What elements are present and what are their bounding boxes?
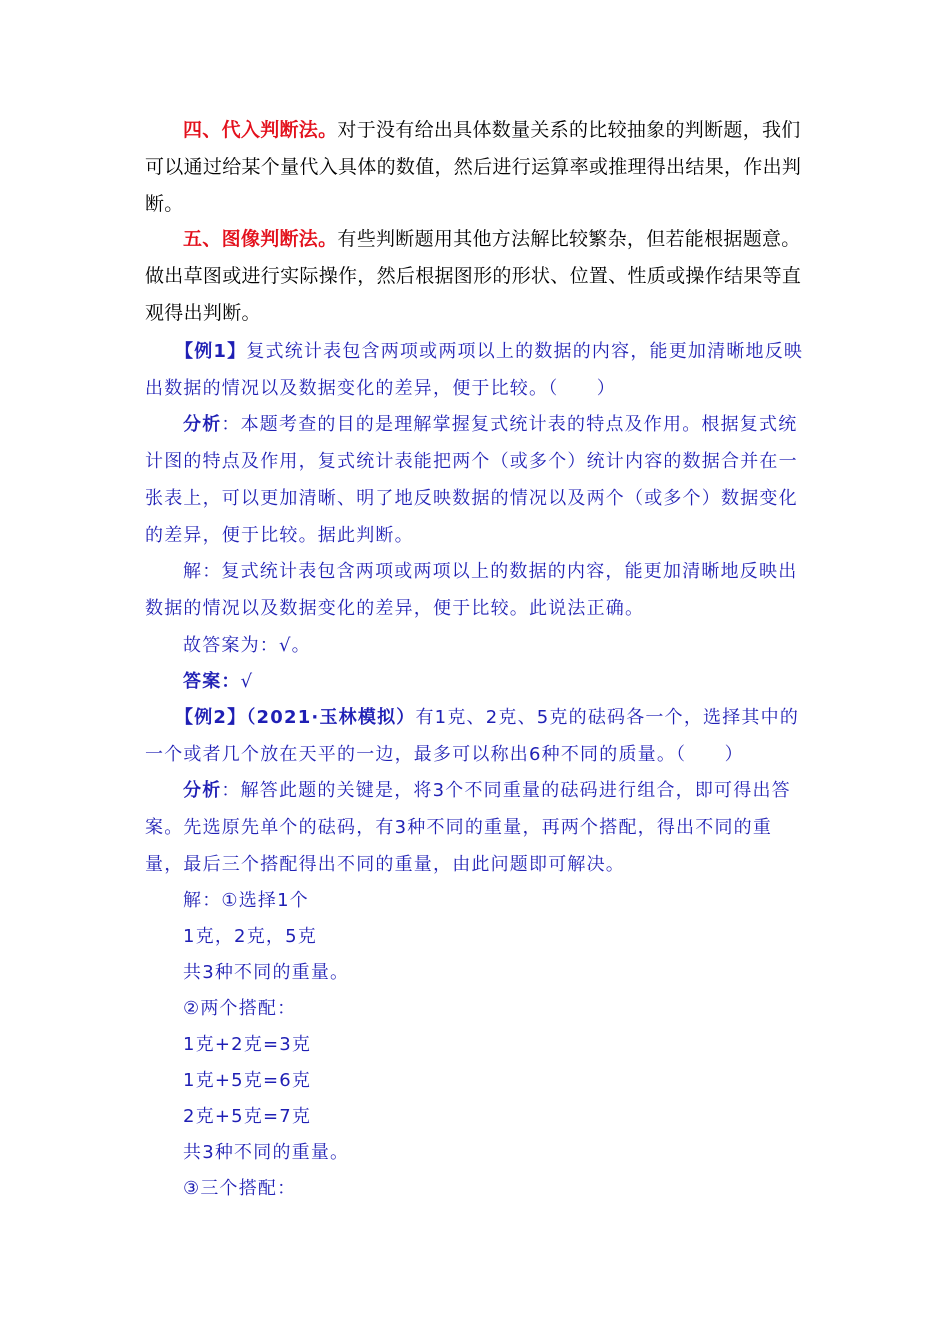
example1-analysis (145, 406, 805, 554)
example2-question-text: 有1克、2克、5克的砝码各一个，选择其中的一个或者几个放在天平的一边，最多可以称出6种不同的质量。（ ） (145, 707, 800, 765)
example2-question (145, 699, 805, 773)
example1-label: 【例1】 (175, 341, 247, 362)
example1-conclusion: 故答案为：√。 (183, 635, 311, 656)
solution-line: ③三个搭配： (183, 1178, 297, 1199)
example1-question-text: 复式统计表包含两项或两项以上的数据的内容，能更加清晰地反映出数据的情况以及数据变化的差异，便于比较。（ ） (145, 341, 804, 399)
solution-line: 2克+5克=7克 (183, 1106, 312, 1127)
example1-analysis-label: 分析 (183, 414, 222, 435)
example2-analysis (145, 772, 805, 883)
method5-text: 有些判断题用其他方法解比较繁杂，但若能根据题意。做出草图或进行实际操作，然后根据图形的形状、位置、性质或操作结果等直观得出判断。 (145, 228, 802, 324)
example2-analysis-label: 分析 (183, 780, 222, 801)
method5-title: 五、图像判断法。 (183, 228, 338, 250)
example1-solution (145, 553, 805, 627)
example2-label: 【例2】 (175, 707, 247, 728)
method4-text: 对于没有给出具体数量关系的比较抽象的判断题，我们可以通过给某个量代入具体的数值，然后进行运算率或推理得出结果，作出判断。 (145, 119, 802, 215)
solution-line: 1克+2克=3克 (183, 1034, 312, 1055)
method4-title: 四、代入判断法。 (183, 119, 338, 141)
example1-analysis-text: ：本题考查的目的是理解掌握复式统计表的特点及作用。根据复式统计图的特点及作用，复式统计表能把两个（或多个）统计内容的数据合并在一张表上，可以更加清晰、明了地反映数据的情况以及两个（或多个）数据变化的差异，便于比较。据此判断。 (145, 414, 798, 546)
example2-analysis-text: ：解答此题的关键是，将3个不同重量的砝码进行组合，即可得出答案。先选原先单个的砝码，有3种不同的重量，再两个搭配，得出不同的重量，最后三个搭配得出不同的重量，由此问题即可解决。 (145, 780, 791, 875)
method4-paragraph (145, 112, 805, 223)
example1-solution-text: 解：复式统计表包含两项或两项以上的数据的内容，能更加清晰地反映出数据的情况以及数据变化的差异，便于比较。此说法正确。 (145, 561, 798, 619)
solution-line: 解：①选择1个 (183, 890, 309, 911)
solution-line: ②两个搭配： (183, 998, 297, 1019)
solution-line: 1克，2克，5克 (183, 926, 317, 947)
solution-line: 共3种不同的重量。 (183, 1142, 350, 1163)
example1-question (145, 333, 805, 407)
example1-answer-value: √ (240, 671, 254, 692)
solution-line: 1克+5克=6克 (183, 1070, 312, 1091)
example1-answer (183, 663, 253, 700)
example2-source: （2021·玉林模拟） (246, 707, 416, 728)
method5-paragraph (145, 221, 805, 332)
example1-answer-label: 答案： (183, 671, 241, 692)
solution-line: 共3种不同的重量。 (183, 962, 350, 983)
